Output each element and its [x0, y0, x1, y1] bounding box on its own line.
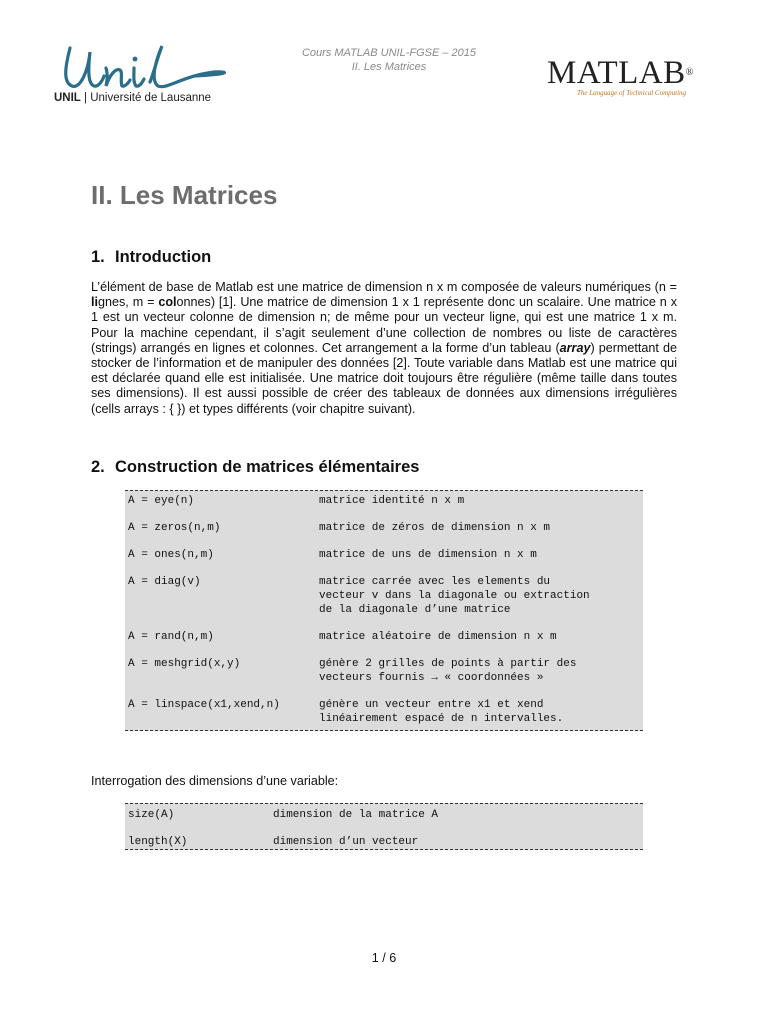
course-line: Cours MATLAB UNIL-FGSE – 2015 [301, 47, 477, 59]
function-row: length(X) dimension d’un vecteur [128, 836, 419, 848]
running-header [230, 46, 548, 74]
function-row: A = diag(v) matrice carrée avec les elements du vecteur v dans la diagonale ou extraction de la diagonale d’une matrice [128, 576, 590, 616]
page-number: 1 / 6 [371, 951, 397, 965]
page-title: II. Les Matrices [91, 180, 278, 210]
intro-paragraph: L’élément de base de Matlab est une matrice de dimension n x m composée de valeurs numériques (n = lignes, m = colonnes) [1]. Une matrice de dimension 1 x 1 représente donc un scalaire. Une matrice n x 1 est un vecteur colonne de dimension n; de même pour un vecteur ligne, qui est une matrice 1 x m. Pour la machine cependant, il s’agit seulement d’une collection de nombres ou liste de caractères (strings) arrangés en lignes et colonnes. Cet arrangement a la forme d’un tableau (array) permettant de stocker de l’information et de manipuler des données [2]. Toute variable dans Matlab est une matrice qui est déclarée quand elle est initialisée. Une matrice doit toujours être régulière (même taille dans toutes ses dimensions). Il est aussi possible de créer des tableaux de données aux dimensions irrégulières (cells arrays : { }) et types différents (voir chapitre suivant). [91, 280, 677, 416]
function-row: A = zeros(n,m) matrice de zéros de dimension n x m [128, 522, 551, 534]
function-row: A = ones(n,m) matrice de uns de dimension n x m [128, 549, 537, 561]
function-row: size(A) dimension de la matrice A [128, 809, 439, 821]
matlab-tagline: The Language of Technical Computing [577, 89, 687, 97]
function-row: A = linspace(x1,xend,n) génère un vecteur entre x1 et xend linéairement espacé de n intervalles. [128, 699, 564, 725]
section-heading-construction: 2. Construction de matrices élémentaires [91, 458, 420, 476]
chapter-line: II. Les Matrices [351, 61, 427, 73]
unil-caption: UNIL | Université de Lausanne [54, 92, 212, 104]
functions-code-box [125, 490, 643, 731]
function-row: A = meshgrid(x,y) génère 2 grilles de points à partir des vecteurs fournis → « coordonnées » [128, 658, 577, 684]
section-heading-introduction: 1. Introduction [91, 248, 212, 266]
function-row: A = rand(n,m) matrice aléatoire de dimension n x m [128, 631, 557, 643]
matlab-logo: MATLAB® The Language of Technical Computing [547, 55, 694, 97]
dimensions-label: Interrogation des dimensions d’une variable: [91, 774, 339, 788]
dimensions-code-box [125, 803, 643, 850]
function-row: A = eye(n) matrice identité n x m [128, 495, 465, 507]
